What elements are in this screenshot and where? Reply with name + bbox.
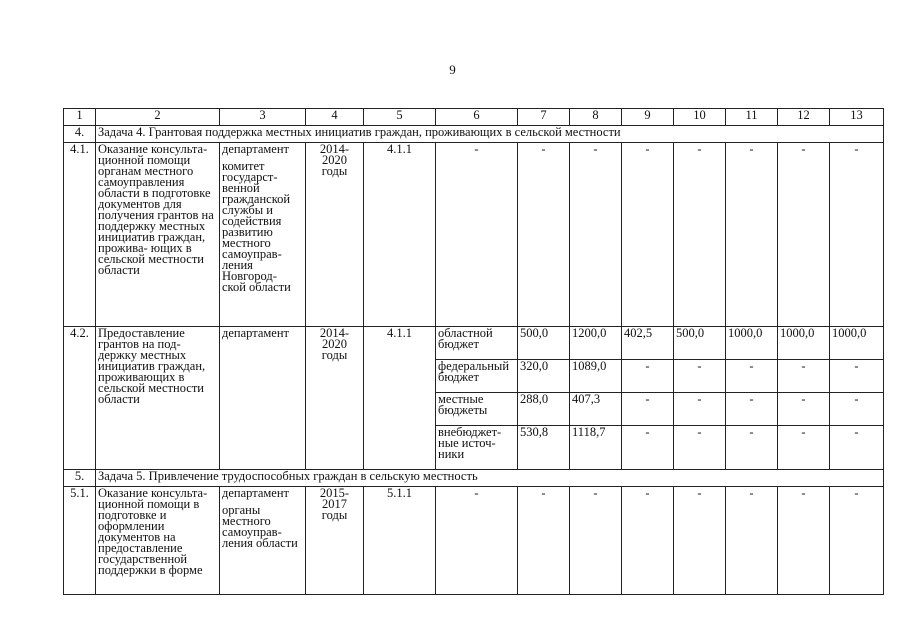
co-executor: комитет государст- венной гражданской службы и содействия развитию местного самоуправ- ления Новгород- ской области	[222, 159, 291, 294]
value-cell: 1000,0	[830, 327, 884, 360]
header-cell: 8	[570, 109, 622, 126]
value-cell: -	[830, 487, 884, 595]
task-number: 5.	[64, 470, 96, 487]
task-number: 4.	[64, 126, 96, 143]
value-cell: -	[778, 393, 830, 426]
header-cell: 7	[518, 109, 570, 126]
value-cell: 1000,0	[778, 327, 830, 360]
value-cell: -	[726, 360, 778, 393]
header-cell: 13	[830, 109, 884, 126]
co-executor: органы местного самоуправ- ления области	[222, 503, 298, 550]
executor-cell	[220, 487, 306, 595]
value-cell: -	[726, 487, 778, 595]
value-cell: -	[778, 487, 830, 595]
executor: департамент	[222, 486, 290, 500]
row-number: 5.1.	[64, 487, 96, 595]
target-indicator: 4.1.1	[364, 143, 436, 327]
value-cell: -	[830, 426, 884, 470]
value-cell: -	[674, 426, 726, 470]
value-cell: -	[726, 143, 778, 327]
activity-name: Предоставление грантов на под- держку местных инициатив граждан, проживающих в сельской местности области	[96, 327, 220, 470]
header-row	[64, 109, 884, 126]
header-cell: 1	[64, 109, 96, 126]
value-cell: 1000,0	[726, 327, 778, 360]
value-cell: -	[570, 487, 622, 595]
header-cell: 6	[436, 109, 518, 126]
value-cell: -	[622, 426, 674, 470]
value-cell: -	[674, 487, 726, 595]
value-cell: -	[778, 360, 830, 393]
funding-source: внебюджет- ные источ- ники	[436, 426, 518, 470]
task-title: Задача 4. Грантовая поддержка местных инициатив граждан, проживающих в сельской местности	[96, 126, 884, 143]
value-cell: 500,0	[674, 327, 726, 360]
value-cell: 320,0	[518, 360, 570, 393]
value-cell: -	[622, 487, 674, 595]
value-cell: 530,8	[518, 426, 570, 470]
value-cell: 407,3	[570, 393, 622, 426]
target-indicator: 4.1.1	[364, 327, 436, 470]
value-cell: -	[518, 143, 570, 327]
value-cell: -	[622, 393, 674, 426]
header-cell: 4	[306, 109, 364, 126]
value-cell: -	[622, 360, 674, 393]
value-cell: -	[726, 393, 778, 426]
value-cell: -	[778, 143, 830, 327]
row-number: 4.1.	[64, 143, 96, 327]
table-row	[64, 327, 884, 360]
executor: департамент	[220, 327, 306, 470]
program-table	[63, 108, 884, 595]
task-title: Задача 5. Привлечение трудоспособных граждан в сельскую местность	[96, 470, 884, 487]
header-cell: 9	[622, 109, 674, 126]
activity-name: Оказание консульта- ционной помощи органам местного самоуправления области в подготовке документов для получения грантов на поддержку местных инициатив граждан, прожива- ющих в сельской местности области	[96, 143, 220, 327]
value-cell: 1089,0	[570, 360, 622, 393]
funding-source: федеральный бюджет	[436, 360, 518, 393]
value-cell: 288,0	[518, 393, 570, 426]
value-cell: -	[830, 393, 884, 426]
header-cell: 10	[674, 109, 726, 126]
source: -	[436, 487, 518, 595]
funding-source: местные бюджеты	[436, 393, 518, 426]
header-cell: 3	[220, 109, 306, 126]
task-row-4	[64, 126, 884, 143]
header-cell: 5	[364, 109, 436, 126]
value-cell: -	[674, 143, 726, 327]
table-row	[64, 487, 884, 595]
value-cell: -	[674, 393, 726, 426]
value-cell: 1200,0	[570, 327, 622, 360]
executor-cell	[220, 143, 306, 327]
value-cell: -	[622, 143, 674, 327]
value-cell: -	[570, 143, 622, 327]
target-indicator: 5.1.1	[364, 487, 436, 595]
header-cell: 12	[778, 109, 830, 126]
period: 2015- 2017 годы	[306, 487, 364, 595]
source: -	[436, 143, 518, 327]
value-cell: -	[830, 143, 884, 327]
value-cell: 402,5	[622, 327, 674, 360]
task-row-5	[64, 470, 884, 487]
value-cell: -	[726, 426, 778, 470]
executor: департамент	[222, 142, 290, 156]
value-cell: 1118,7	[570, 426, 622, 470]
header-cell: 11	[726, 109, 778, 126]
table-row	[64, 143, 884, 327]
activity-name: Оказание консульта- ционной помощи в подготовке и оформлении документов на предоставление государственной поддержки в форме	[96, 487, 220, 595]
value-cell: -	[830, 360, 884, 393]
period: 2014- 2020 годы	[306, 143, 364, 327]
value-cell: -	[518, 487, 570, 595]
header-cell: 2	[96, 109, 220, 126]
row-number: 4.2.	[64, 327, 96, 470]
funding-source: областной бюджет	[436, 327, 518, 360]
period: 2014- 2020 годы	[306, 327, 364, 470]
page-number: 9	[449, 62, 456, 77]
value-cell: 500,0	[518, 327, 570, 360]
value-cell: -	[778, 426, 830, 470]
value-cell: -	[674, 360, 726, 393]
